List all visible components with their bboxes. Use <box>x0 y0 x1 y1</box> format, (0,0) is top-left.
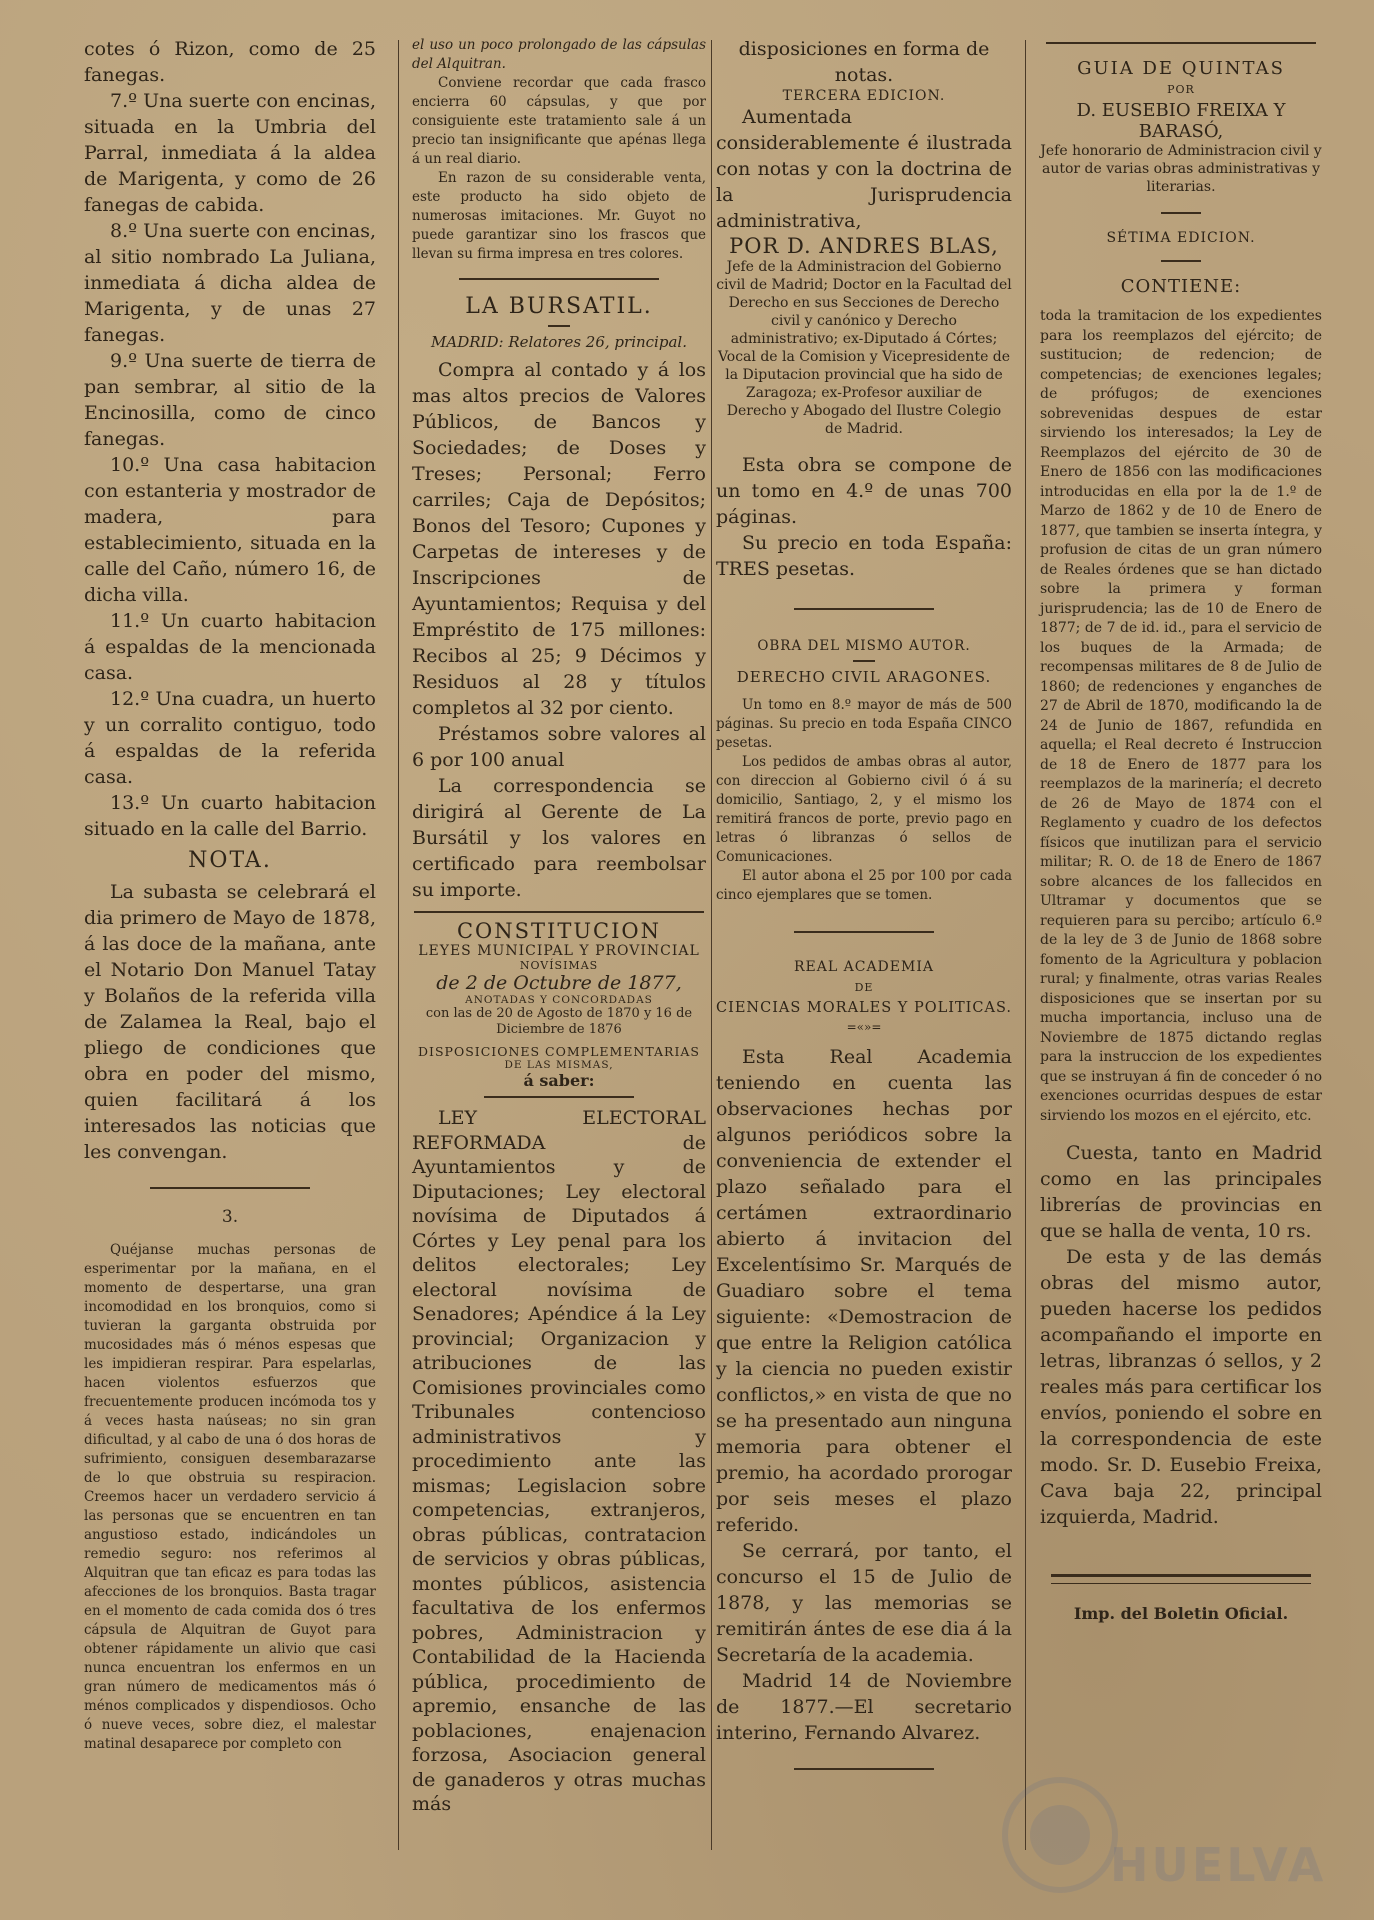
setima-edicion: SÉTIMA EDICION. <box>1106 230 1256 246</box>
constitucion-de-las-mismas: DE LAS MISMAS, <box>504 1059 614 1071</box>
bursatil-address: MADRID: Relatores 26, principal. <box>431 333 687 351</box>
divider <box>150 1187 310 1189</box>
divider <box>1051 1583 1311 1584</box>
dash-rule <box>1161 212 1201 214</box>
divider <box>484 1096 634 1098</box>
nota-heading: NOTA. <box>188 848 272 873</box>
bursatil-text-2: Préstamos sobre valores al 6 por 100 anual <box>412 723 706 771</box>
guia-por: POR <box>1167 83 1195 96</box>
academia-ornament: =«»= <box>846 1020 882 1034</box>
divider <box>794 1768 934 1770</box>
academia-heading-1: REAL ACADEMIA <box>794 959 934 975</box>
constitucion-description: Aumentada considerablemente é ilustrada con notas y con la doctrina de la Jurisprudencia administrativa, <box>716 106 1012 232</box>
constitucion-date: de 2 de Octubre de 1877, <box>436 972 682 994</box>
auction-item-10: 10.º Una casa habitacion con estanteria y mostrador de madera, para establecimiento, situada en la calle del Caño, número 16, de dicha villa. <box>84 454 376 606</box>
academia-heading-3: CIENCIAS MORALES Y POLITICAS. <box>716 1000 1012 1016</box>
auction-item-12: 12.º Una cuadra, un huerto y un corralito contiguo, todo á espaldas de la referida casa. <box>84 688 376 788</box>
column-3 <box>716 36 1012 1770</box>
derecho-civil-heading: DERECHO CIVIL ARAGONES. <box>736 668 992 686</box>
guia-price: Cuesta, tanto en Madrid como en las principales librerías de provincias en que se halla de venta, 10 rs. <box>1040 1142 1322 1242</box>
auction-item-7: 7.º Una suerte con encinas, situada en la Umbria del Parral, inmediata á la aldea de Marigenta, y como de 26 fanegas de cabida. <box>84 90 376 216</box>
divider <box>794 931 934 933</box>
dash-rule <box>1161 260 1201 262</box>
obra-price: Su precio en toda España: TRES pesetas. <box>716 532 1012 580</box>
constitucion-cont: disposiciones en forma de notas. <box>738 38 990 86</box>
column-rule <box>1025 40 1026 1850</box>
column-4 <box>1040 36 1322 1623</box>
auction-item-9: 9.º Una suerte de tierra de pan sembrar, al sitio de la Encinosilla, como de cinco fanegas. <box>84 350 376 450</box>
constitucion-anotadas: ANOTADAS Y CONCORDADAS <box>465 994 653 1006</box>
academia-heading-2: DE <box>854 981 874 994</box>
alquitran-ad-p2: Conviene recordar que cada frasco encierra 60 cápsulas, y que por consiguiente este tratamiento sale á un precio tan insignificante que apénas llega á un real diario. <box>412 75 706 167</box>
obra-description: Esta obra se compone de un tomo en 4.º de unas 700 páginas. <box>716 454 1012 528</box>
dash-rule <box>853 660 875 662</box>
constitucion-contents: LEY ELECTORAL REFORMADA de Ayuntamientos y de Diputaciones; Ley electoral novísima de Diputados á Córtes y Ley penal para los delitos electorales; Ley electoral novísima de Senadores; Apéndice á la Ley provincial; Organizacion y atribuciones de las Comisiones provinciales como Tribunales contencioso administrativos y procedimiento ante las mismas; Legislacion sobre competencias, extranjeros, obras públicas, contratacion de servicios y obras públicas, montes públicos, asistencia facultativa de los enfermos pobres, Administracion y Contabilidad de la Hacienda pública, procedimiento de apremio, ensanche de las poblaciones, enajenacion forzosa, Asociacion general de ganaderos y otras muchas más <box>412 1107 706 1815</box>
contiene-heading: CONTIENE: <box>1120 276 1242 297</box>
academia-text-2: Se cerrará, por tanto, el concurso el 15 de Julio de 1878, y las memorias se remitirán ántes de ese dia á la Secretaría de la academia. <box>716 1540 1012 1666</box>
divider <box>1046 42 1316 44</box>
constitucion-subtitle: LEYES MUNICIPAL Y PROVINCIAL <box>418 943 700 959</box>
derecho-civil-text-2: Los pedidos de ambas obras al autor, con direccion al Gobierno civil ó á su domicilio, Santiago, 2, y el mismo los remitirá francos de porte, previo pago en letras ó libranzas ó sellos de Comunicaciones. <box>716 754 1012 865</box>
divider <box>459 278 659 280</box>
guia-orders: De esta y de las demás obras del mismo autor, pueden hacerse los pedidos acompañando el importe en letras, libranzas ó sellos, y 2 reales más para certificar los envíos, poniendo el sobre en la correspondencia de este modo. Sr. D. Eusebio Freixa, Cava baja 22, principal izquierda, Madrid. <box>1040 1246 1322 1528</box>
auction-item-13: 13.º Un cuarto habitacion situado en la calle del Barrio. <box>84 792 376 840</box>
constitucion-saber: á saber: <box>523 1071 595 1090</box>
alquitran-ad-text: Quéjanse muchas personas de esperimentar por la mañana, en el momento de despertarse, una gran incomodidad en los bronquios, como si tuvieran la garganta obstruida por mucosidades más ó ménos espesas que les impidieran respirar. Para espelarlas, hacen violentos esfuerzos que frecuentemente producen incómoda tos y á veces hasta naúseas; no sin gran dificultad, y al cabo de una ó dos horas de sufrimiento, consiguen desembarazarse de lo que obstruia su respiracion. Creemos hacer un verdadero servicio á las personas que se encuentren en tan angustioso estado, indicándoles un remedio seguro: nos referimos al Alquitran que tan eficaz es para todas las afecciones de los bronquios. Basta tragar en el momento de cada comida dos ó tres cápsula de Alquitran de Guyot para obtener rápidamente un alivio que casi nunca encuentran los enfermos en un gran número de medicamentos más ó ménos complicados y dispendiosos. Ocho ó nueve veces, sobre diez, el malestar matinal desaparece por completo con <box>84 1242 376 1752</box>
column-rule <box>398 40 399 1850</box>
academia-text-3: Madrid 14 de Noviembre de 1877.—El secretario interino, Fernando Alvarez. <box>716 1670 1012 1744</box>
derecho-civil-text-3: El autor abona el 25 por 100 por cada cinco ejemplares que se tomen. <box>716 868 1012 903</box>
column-rule <box>711 40 712 1850</box>
guia-contents: toda la tramitacion de los expedientes para los reemplazos del ejército; de sustitucion; de redencion; de competencias; de exenciones legales; de prófugos; de exenciones sobrevenidas despues de estar sirviendo los interesados; la Ley de Reemplazos del ejército de 30 de Enero de 1856 con las modificaciones introducidas en ella por la de 1.º de Marzo de 1862 y de 10 de Enero de 1877, que tambien se inserta íntegra, y profusion de citas de un gran número de Reales órdenes que se han dictado sobre la primera y forman jurisprudencia; las de 10 de Enero de 1877; de 7 de id. id., para el servicio de los buques de la Armada; de recompensas militares de 8 de Julio de 1860; de redenciones y enganches de 27 de Abril de 1870, modificando la de 24 de Junio de 1867, refundida en aquella; el Real decreto é Instruccion de 18 de Enero de 1877 para los reemplazos de la marinería; el decreto de 26 de Mayo de 1874 con el Reglamento y cuadro de los defectos físicos que inutilizan para el servicio militar; R. O. de 18 de Enero de 1867 sobre alcances de los fallecidos en Ultramar y documentos que se requieren para su percibo; artículo 6.º de la ley de 3 de Junio de 1868 sobre fomento de la Agricultura y poblacion rural; y finalmente, otras varias Reales disposiciones que se insertan por su mucha importancia, incluso una de Noviembre de 1875 dictando reglas para la instruccion de los expedientes que se instruyan á fin de conceder ó no exenciones ocurridas despues de estar sirviendo los mozos en el ejército, etc. <box>1040 308 1322 1124</box>
auction-text-cont: cotes ó Rizon, como de 25 fanegas. <box>84 38 376 86</box>
author-freixa-desc: Jefe honorario de Administracion civil y autor de varias obras administrativas y literarias. <box>1040 143 1322 195</box>
constitucion-concordadas: con las de 20 de Agosto de 1870 y 16 de Diciembre de 1876 <box>425 1006 693 1037</box>
bursatil-text-3: La correspondencia se dirigirá al Gerente de La Bursátil y los valores en certificado para reembolsar su importe. <box>412 775 706 901</box>
alquitran-ad-cont: el uso un poco prolongado de las cápsulas del Alquitran. <box>412 37 706 72</box>
author-andres-blas-desc: Jefe de la Administracion del Gobierno civil de Madrid; Doctor en la Facultad del Derecho en sus Secciones de Derecho civil y canónico y Derecho administrativo; ex-Diputado á Córtes; Vocal de la Comision y Vicepresidente de la Diputacion provincial que ha sido de Zaragoza; ex-Profesor auxiliar de Derecho y Abogado del Ilustre Colegio de Madrid. <box>716 259 1012 437</box>
derecho-civil-text-1: Un tomo en 8.º mayor de más de 500 páginas. Su precio en toda España CINCO pesetas. <box>716 697 1012 751</box>
auction-item-11: 11.º Un cuarto habitacion á espaldas de la mencionada casa. <box>84 610 376 684</box>
author-andres-blas: POR D. ANDRES BLAS, <box>729 234 999 258</box>
ad-number: 3. <box>221 1207 239 1227</box>
alquitran-ad-p3: En razon de su considerable venta, este producto ha sido objeto de numerosas imitaciones. Mr. Guyot no puede garantizar sino los frascos que llevan su firma impresa en tres colores. <box>412 170 706 262</box>
column-1 <box>84 36 376 1754</box>
constitucion-novisimas: NOVÍSIMAS <box>519 959 599 972</box>
watermark-text: HUELVA <box>1110 1838 1327 1892</box>
imprint: Imp. del Boletin Oficial. <box>1073 1604 1289 1623</box>
bursatil-text-1: Compra al contado y á los mas altos precios de Valores Públicos, de Bancos y Sociedades; de Doses y Treses; Personal; Ferro carriles; Caja de Depósitos; Bonos del Tesoro; Cupones y Carpetas de intereses y de Inscripciones de Ayuntamientos; Requisa y del Empréstito de 175 millones: Recibos al 25; 9 Décimos y Residuos al 28 y títulos completos al 32 por ciento. <box>412 359 706 719</box>
dash-rule <box>548 325 570 327</box>
column-2 <box>412 36 706 1817</box>
bursatil-heading: LA BURSATIL. <box>465 294 653 319</box>
academia-text-1: Esta Real Academia teniendo en cuenta las observaciones hechas por algunos periódicos sobre la conveniencia de extender el plazo señalado para el certámen extraordinario abierto á invitacion del Excelentísimo Sr. Marqués de Guadiaro sobre el tema siguiente: «Demostracion de que entre la Religion católica y la ciencia no pueden existir conflictos,» en vista de que no se ha presentado aun ninguna memoria para obtener el premio, ha acordado prorogar por seis meses el plazo referido. <box>716 1046 1012 1536</box>
guia-quintas-title: GUIA DE QUINTAS <box>1077 58 1285 79</box>
constitucion-title: CONSTITUCION <box>456 919 661 943</box>
divider <box>1051 1574 1311 1577</box>
obra-mismo-autor-heading: OBRA DEL MISMO AUTOR. <box>757 638 971 654</box>
author-freixa: D. EUSEBIO FREIXA Y BARASÓ, <box>1076 100 1286 142</box>
divider <box>414 911 704 913</box>
nota-text: La subasta se celebrará el dia primero de Mayo de 1878, á las doce de la mañana, ante el Notario Don Manuel Tatay y Bolaños de la referida villa de Zalamea la Real, bajo el pliego de condiciones que obra en poder del mismo, quien facilitará á los interesados las noticias que les convengan. <box>84 881 376 1163</box>
constitucion-disposiciones: DISPOSICIONES COMPLEMENTARIAS <box>418 1044 700 1059</box>
tercera-edicion: TERCERA EDICION. <box>782 88 946 104</box>
divider <box>794 608 934 610</box>
auction-item-8: 8.º Una suerte con encinas, al sitio nombrado La Juliana, inmediata á dicha aldea de Marigenta, y de unas 27 fanegas. <box>84 220 376 346</box>
